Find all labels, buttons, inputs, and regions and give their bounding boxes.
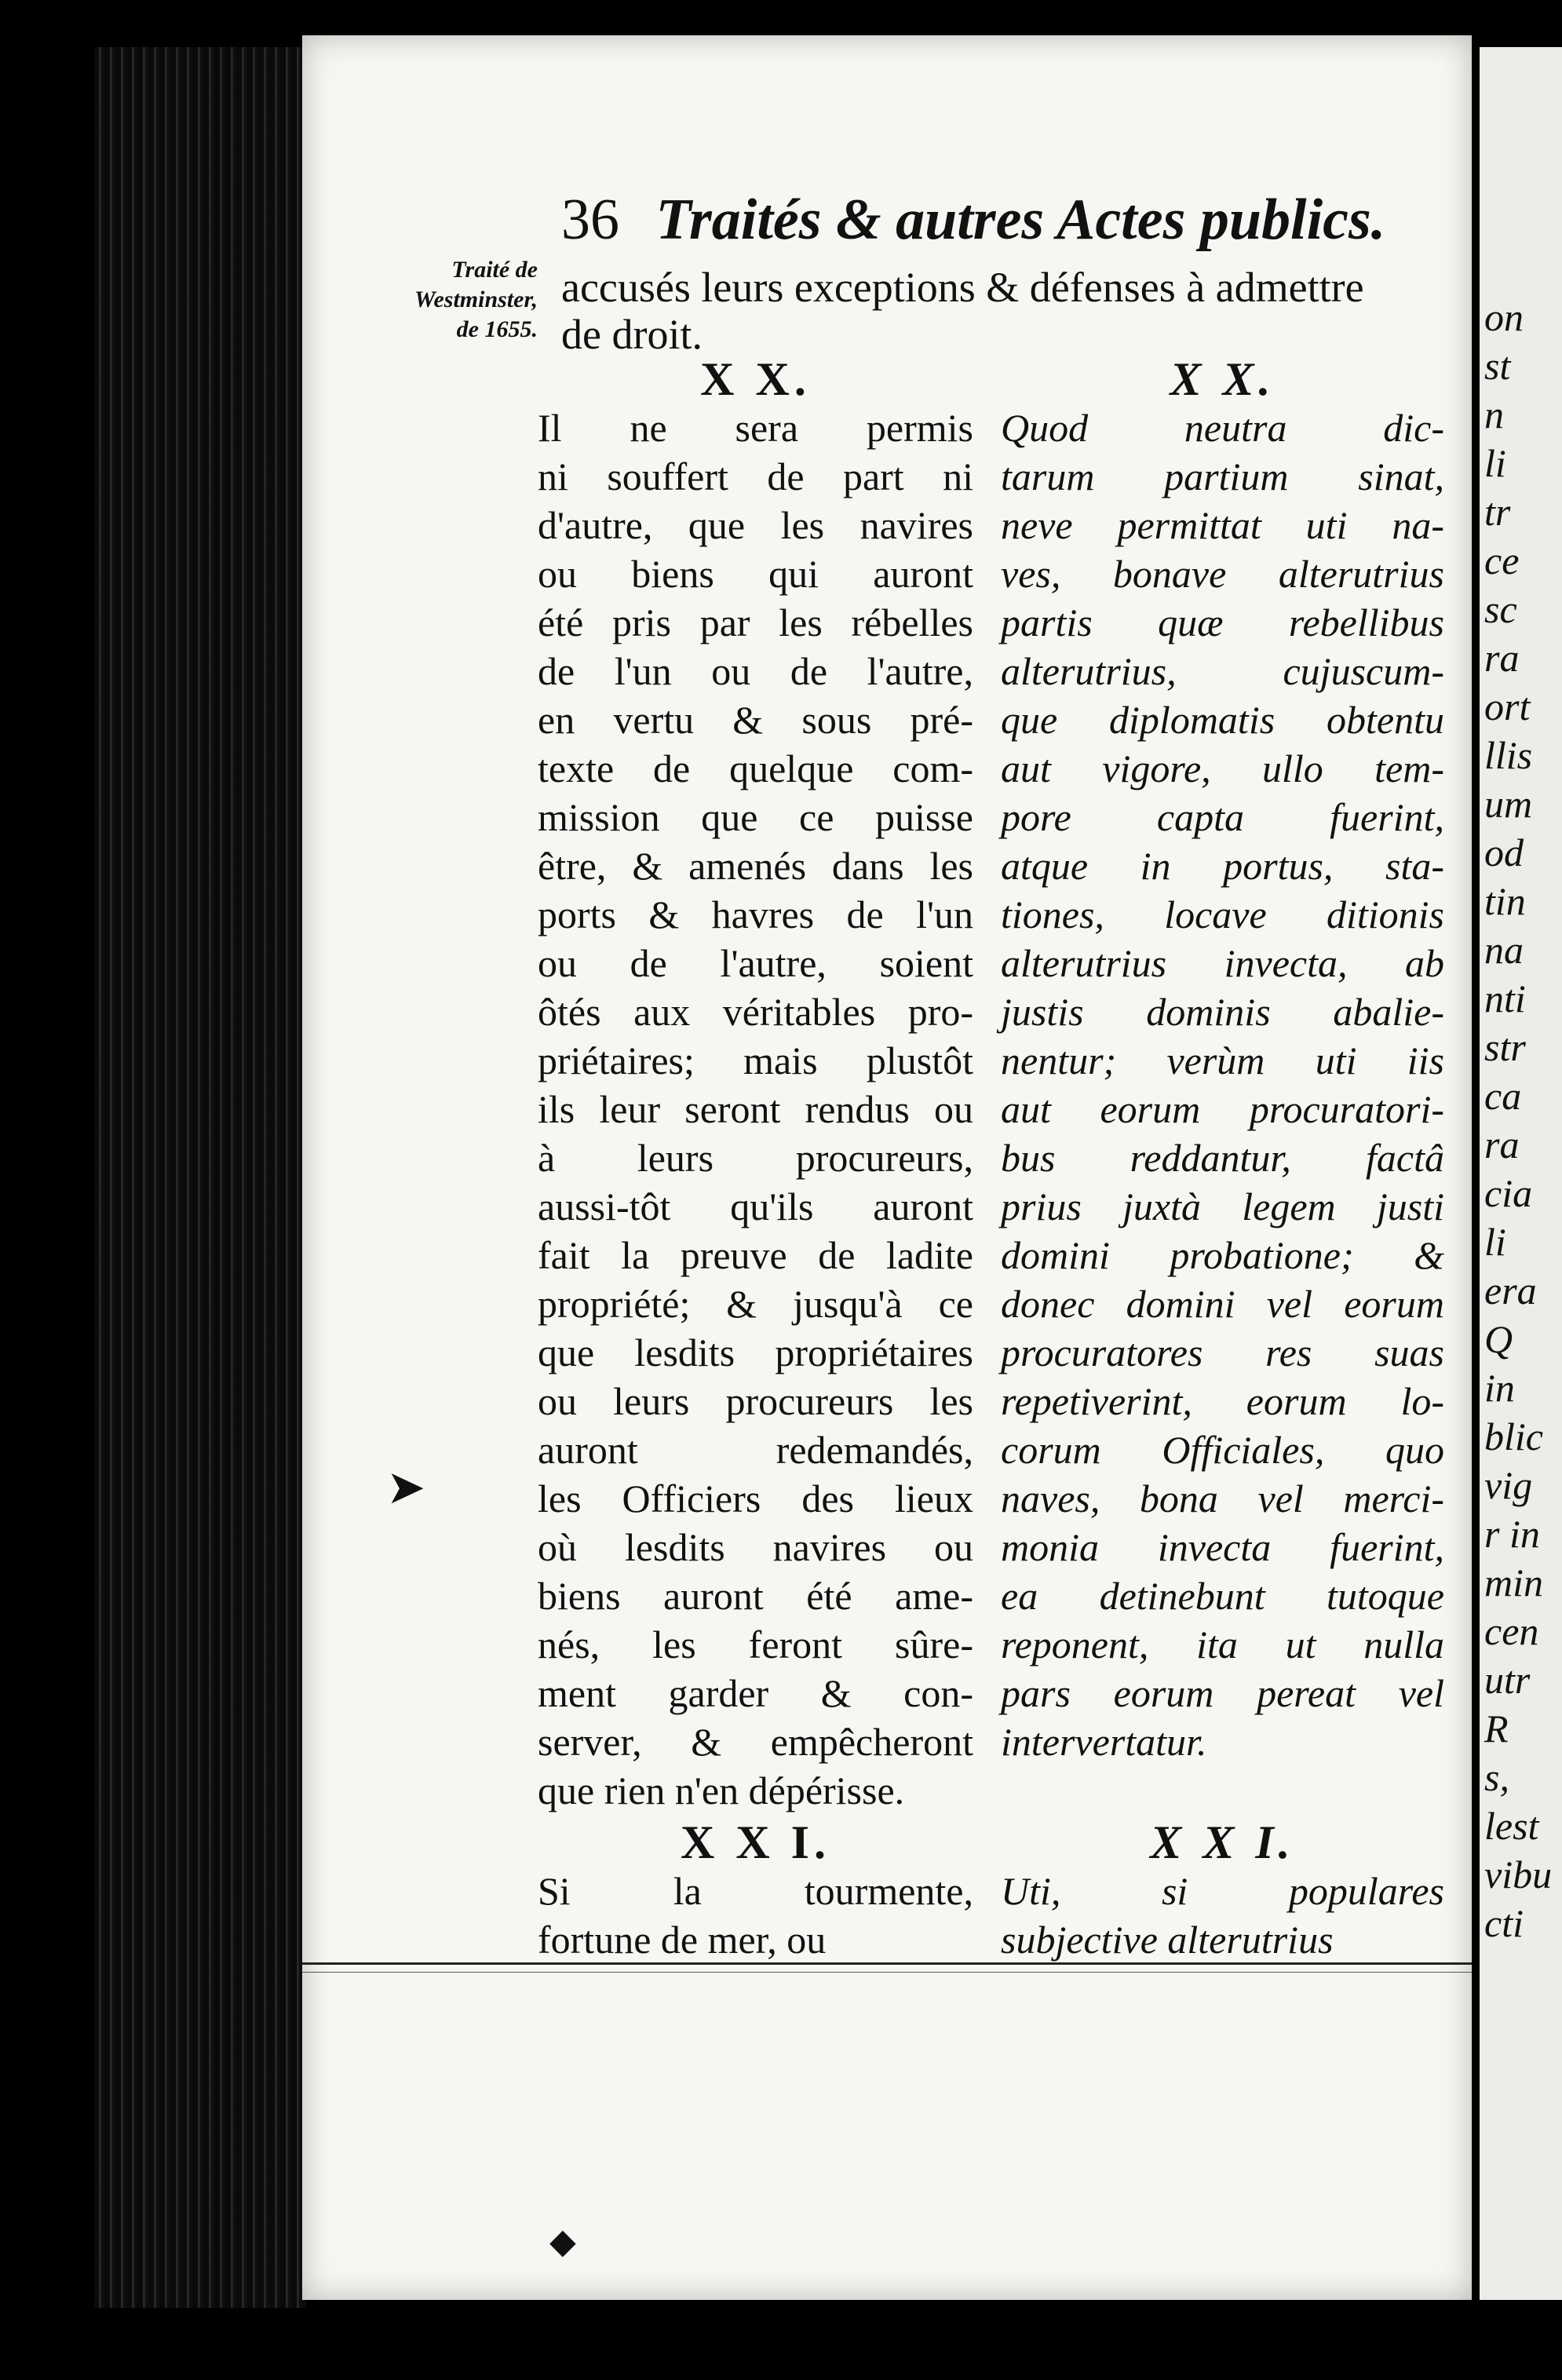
text-line: donec domini vel eorum <box>1001 1282 1444 1326</box>
facing-page-fragment: blic <box>1484 1414 1543 1458</box>
page-number: 36 <box>561 188 619 252</box>
text-line: ves, bonave alterutrius <box>1001 552 1444 596</box>
text-line: ôtés aux véritables pro- <box>538 990 973 1034</box>
facing-page-edge <box>1480 47 1562 2300</box>
text-line: atque in portus, sta- <box>1001 844 1444 888</box>
text-line: partis quæ rebellibus <box>1001 600 1444 644</box>
text-line: ea detinebunt tutoque <box>1001 1574 1444 1618</box>
facing-page-fragment: um <box>1484 782 1533 826</box>
text-line: naves, bona vel merci- <box>1001 1477 1444 1520</box>
text-line: ni souffert de part ni <box>538 454 973 498</box>
facing-page-fragment: lest <box>1484 1804 1539 1848</box>
text-line: aussi-tôt qu'ils auront <box>538 1185 973 1228</box>
text-line: priétaires; mais plustôt <box>538 1039 973 1082</box>
text-line: fortune de mer, ou <box>538 1918 827 1962</box>
french-column <box>538 355 973 1964</box>
text-line: ment garder & con- <box>538 1671 973 1715</box>
facing-page-fragment: s, <box>1484 1755 1509 1799</box>
text-line: texte de quelque com- <box>538 746 973 790</box>
text-line: nentur; verùm uti iis <box>1001 1039 1444 1082</box>
text-line: ou biens qui auront <box>538 552 973 596</box>
facing-page-fragment: cen <box>1484 1609 1539 1653</box>
text-line: bus reddantur, factâ <box>1001 1136 1444 1180</box>
facing-page-fragment: Q <box>1484 1317 1513 1361</box>
text-line: justis dominis abalie- <box>1001 990 1444 1034</box>
book-spine <box>94 47 306 2308</box>
facing-page-fragment: li <box>1484 441 1506 485</box>
facing-page-fragment: era <box>1484 1268 1537 1312</box>
margin-note <box>357 255 538 345</box>
text-line: nés, les feront sûre- <box>538 1623 973 1666</box>
text-line: monia invecta fuerint, <box>1001 1525 1444 1569</box>
latin-article-heading-2: X X I. <box>1150 1816 1295 1868</box>
facing-page-fragment: n <box>1484 392 1504 436</box>
french-article-heading-2: X X I. <box>680 1816 830 1868</box>
text-line: les Officiers des lieux <box>538 1477 973 1520</box>
text-line: que rien n'en dépérisse. <box>538 1769 905 1812</box>
latin-article-text <box>1001 403 1444 1766</box>
page-rule <box>302 1962 1472 1965</box>
text-line: Il ne sera permis <box>538 406 973 450</box>
text-line: ports & havres de l'un <box>538 892 973 936</box>
page-rule-thin <box>302 1972 1472 1973</box>
facing-page-fragment: sc <box>1484 587 1517 631</box>
text-line: où lesdits navires ou <box>538 1525 973 1569</box>
text-line: corum Officiales, quo <box>1001 1428 1444 1472</box>
latin-article-heading: X X. <box>1170 353 1276 405</box>
text-line: server, & empêcheront <box>538 1720 973 1764</box>
facing-page-fragment: in <box>1484 1366 1515 1410</box>
text-line: pars eorum pereat vel <box>1001 1671 1444 1715</box>
text-line: alterutrius invecta, ab <box>1001 941 1444 985</box>
text-line: aut eorum procuratori- <box>1001 1087 1444 1131</box>
latin-column <box>1001 355 1444 1964</box>
text-line: aut vigore, ullo tem- <box>1001 746 1444 790</box>
facing-page-fragment: ca <box>1484 1074 1522 1118</box>
intro-line: accusés leurs exceptions & défenses à admettre <box>561 264 1364 311</box>
text-line: mission que ce puisse <box>538 795 973 839</box>
text-line: tarum partium sinat, <box>1001 454 1444 498</box>
facing-page-fragment: str <box>1484 1025 1526 1069</box>
facing-page-fragment: ort <box>1484 684 1531 728</box>
text-line: à leurs procureurs, <box>538 1136 973 1180</box>
facing-page-fragment: R <box>1484 1707 1509 1750</box>
facing-page-fragment: vibu <box>1484 1853 1553 1896</box>
facing-page-fragment: na <box>1484 928 1524 972</box>
facing-page-fragment: st <box>1484 344 1511 388</box>
facing-page-fragment: utr <box>1484 1658 1531 1702</box>
margin-note-line: Westminster, <box>414 287 538 312</box>
facing-page-fragment: on <box>1484 295 1524 339</box>
text-line: Uti, si populares <box>1001 1869 1444 1913</box>
text-line: repetiverint, eorum lo- <box>1001 1379 1444 1423</box>
text-line: intervertatur. <box>1001 1720 1207 1764</box>
facing-page-fragment: od <box>1484 830 1524 874</box>
facing-page-fragment: ra <box>1484 636 1520 680</box>
text-line: de l'un ou de l'autre, <box>538 649 973 693</box>
text-line: ou leurs procureurs les <box>538 1379 973 1423</box>
facing-page-fragment: vig <box>1484 1463 1533 1507</box>
text-line: ou de l'autre, soient <box>538 941 973 985</box>
intro-line: de droit. <box>561 311 703 358</box>
text-line: prius juxtà legem justi <box>1001 1185 1444 1228</box>
french-article-text <box>538 403 973 1815</box>
text-line: Quod neutra dic- <box>1001 406 1444 450</box>
text-line: être, & amenés dans les <box>538 844 973 888</box>
text-line: en vertu & sous pré- <box>538 698 973 742</box>
french-article-text-2 <box>538 1867 973 1964</box>
text-line: ils leur seront rendus ou <box>538 1087 973 1131</box>
margin-pointer-mark: ➤ <box>386 1462 426 1513</box>
facing-page-fragment: cti <box>1484 1901 1524 1945</box>
facing-page-fragment: li <box>1484 1220 1506 1264</box>
french-article-heading: X X. <box>700 353 811 405</box>
text-line: domini probatione; & <box>1001 1233 1444 1277</box>
facing-page-fragment: ra <box>1484 1122 1520 1166</box>
text-line: auront redemandés, <box>538 1428 973 1472</box>
running-title: Traités & autres Actes publics. <box>655 188 1386 252</box>
running-head <box>561 187 1385 254</box>
text-line: propriété; & jusqu'à ce <box>538 1282 973 1326</box>
text-line: que lesdits propriétaires <box>538 1331 973 1374</box>
latin-article-text-2 <box>1001 1867 1444 1964</box>
text-line: Si la tourmente, <box>538 1869 973 1913</box>
facing-page-fragment: r in <box>1484 1512 1540 1556</box>
margin-note-line: de 1655. <box>456 316 538 342</box>
text-line: procuratores res suas <box>1001 1331 1444 1374</box>
text-line: que diplomatis obtentu <box>1001 698 1444 742</box>
text-line: reponent, ita ut nulla <box>1001 1623 1444 1666</box>
facing-page-fragment: tr <box>1484 490 1511 534</box>
facing-page-fragment: cia <box>1484 1171 1533 1215</box>
text-line: subjective alterutrius <box>1001 1918 1334 1962</box>
facing-page-fragment: tin <box>1484 879 1526 923</box>
text-line: alterutrius, cujuscum- <box>1001 649 1444 693</box>
margin-note-line: Traité de <box>451 257 538 283</box>
text-line: d'autre, que les navires <box>538 503 973 547</box>
text-line: pore capta fuerint, <box>1001 795 1444 839</box>
text-line: fait la preuve de ladite <box>538 1233 973 1277</box>
text-line: neve permittat uti na- <box>1001 503 1444 547</box>
text-line: été pris par les rébelles <box>538 600 973 644</box>
facing-page-fragment: ce <box>1484 538 1520 582</box>
ink-blot-mark: ◆ <box>549 2222 576 2261</box>
facing-page-fragment: llis <box>1484 733 1533 777</box>
text-line: biens auront été ame- <box>538 1574 973 1618</box>
text-line: tiones, locave ditionis <box>1001 892 1444 936</box>
facing-page-fragment: nti <box>1484 976 1526 1020</box>
facing-page-fragment: min <box>1484 1561 1543 1604</box>
